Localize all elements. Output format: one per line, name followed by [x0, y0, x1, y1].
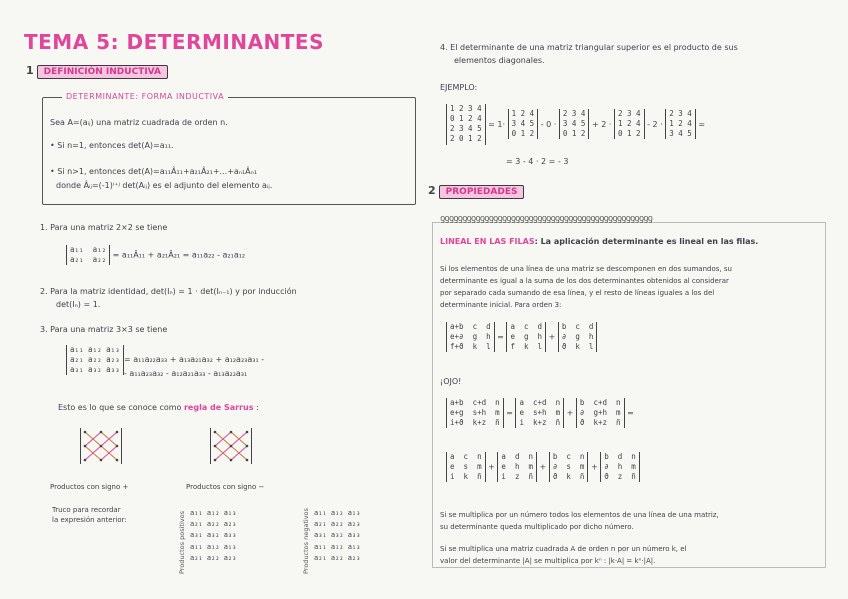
def-line-4: donde Âᵢⱼ=(-1)ⁱ⁺ʲ det(Aᵢⱼ) es el adjunto del elemento aᵢⱼ.: [56, 181, 273, 190]
point-3-eq1: = a₁₁a₂₂a₃₃ + a₁₃a₂₁a₃₂ + a₁₂a₂₃a₃₁ -: [124, 355, 265, 364]
factor-text-3: Si se multiplica una matriz cuadrada A de orden n por un número k, el: [440, 545, 687, 553]
page-title: TEMA 5: DETERMINANTES: [24, 30, 325, 54]
ojo-matrix-2: a c+d n e s+h m i k+z ñ: [515, 398, 564, 428]
ojo-example-1: a+b c+d n e+g s+h m i+ϑ k+z ñ = a c+d n e s+h m i k+z ñ + b c+d n ∂ g+h m ϑ k+z ñ =: [446, 398, 634, 428]
ojo-matrix-5: a d n e h m i z ñ: [497, 452, 537, 482]
trick-matrix-negative: a₁₁ a₁₂ a₁₃ a₂₁ a₂₂ a₂₃ a₃₁ a₃₂ a₃₃ a₁₁ a₁₂ a₁₃ a₂₁ a₂₂ a₂₃: [314, 509, 361, 562]
sarrus-negative-lines: [211, 428, 251, 464]
section-2-label: PROPIEDADES: [439, 185, 525, 199]
ojo-matrix-6: b c n ∂ s m ϑ k ñ: [549, 452, 589, 482]
linear-title: LINEAL EN LAS FILAS: [440, 237, 535, 246]
linear-matrix-3: b c d ∂ g h ϑ k l: [558, 322, 598, 352]
linear-matrix-1: a+b c d e+∂ g h f+ϑ k l: [446, 322, 495, 352]
def-line-1: Sea A=(aᵢⱼ) una matriz cuadrada de orden n.: [50, 118, 228, 127]
factor-text-2: su determinante queda multiplicado por dicho número.: [440, 523, 634, 531]
ojo-example-2: a c n e s m i k ñ + a d n e h m i z ñ + b c n ∂ s m ϑ k ñ + b d n ∂ h m ϑ z ñ: [446, 452, 640, 482]
ojo-matrix-4: a c n e s m i k ñ: [446, 452, 486, 482]
trick-line-1: Truco para recordar: [52, 506, 121, 514]
ojo-matrix-1: a+b c+d n e+g s+h m i+ϑ k+z ñ: [446, 398, 504, 428]
point-3-eq2: - a₁₁a₂₃a₃₂ - a₁₂a₂₁a₃₃ - a₁₃a₂₂a₃₁: [124, 369, 248, 378]
section-1-heading: 1 DEFINICIÓN INDUCTIVA: [26, 64, 168, 77]
point-4b: elementos diagonales.: [454, 56, 545, 65]
linear-text-2: determinante es igual a la suma de los dos determinantes obtenidos al considerar: [440, 277, 729, 285]
definition-box-label: DETERMINANTE: FORMA INDUCTIVA: [62, 92, 228, 101]
sarrus-line: Esto es lo que se conoce como regla de Sarrus :: [58, 403, 259, 412]
vertical-negative-label: Productos negativos: [302, 508, 310, 574]
ojo-matrix-7: b d n ∂ h m ϑ z ñ: [600, 452, 640, 482]
sarrus-positive-diagram: [80, 428, 122, 464]
example-minor-3: 2 3 4 1 2 4 0 1 2: [614, 109, 645, 139]
def-line-2: • Si n=1, entonces det(A)=a₁₁.: [50, 141, 174, 150]
example-label: EJEMPLO:: [440, 83, 478, 92]
linear-text-3: por separado cada sumando de esa línea, y el resto de líneas iguales a los del: [440, 289, 715, 297]
linear-matrix-2: a c d e g h f k l: [506, 322, 546, 352]
sarrus-positive-lines: [81, 428, 121, 464]
products-negative-label: Productos con signo −: [186, 483, 265, 491]
point-3: 3. Para una matriz 3×3 se tiene: [40, 325, 168, 334]
point-2b: det(Iₙ) = 1.: [56, 300, 101, 309]
point-1-formula: [66, 245, 245, 265]
linear-heading: LINEAL EN LAS FILAS: La aplicación determinante es lineal en las filas.: [440, 237, 759, 246]
section-2-heading: 2 PROPIEDADES: [428, 184, 524, 197]
factor-text-4: valor del determinante |A| se multiplica por kⁿ : |k·A| = kⁿ·|A|.: [440, 557, 656, 565]
spiral-binding: ƍƍƍƍƍƍƍƍƍƍƍƍƍƍƍƍƍƍƍƍƍƍƍƍƍƍƍƍƍƍƍƍƍƍƍƍƍƍƍƍƍƍƍƍƍƍƍƍ: [440, 214, 653, 224]
linear-text-4: determinante inicial. Para orden 3:: [440, 301, 562, 309]
trick-line-2: la expresión anterior:: [52, 516, 127, 524]
ojo-label: ¡OJO!: [440, 377, 462, 386]
point-3-formula: [66, 345, 124, 375]
factor-text-1: Si se multiplica por un número todos los elementos de una línea de una matriz,: [440, 511, 719, 519]
example-minor-4: 2 3 4 1 2 4 3 4 5: [665, 109, 696, 139]
linear-text-1: Si los elementos de una línea de una matriz se descomponen en dos sumandos, su: [440, 265, 732, 273]
vertical-positive-label: Productos positivos: [178, 511, 186, 574]
sarrus-negative-diagram: [210, 428, 252, 464]
example-formula: 1 2 3 4 0 1 2 4 2 3 4 5 2 0 1 2 = 1· 1 2 4 3 4 5 0 1 2 - 0 · 2 3 4 3 4 5 0 1 2 + 2 · 2 3 4 1 2 4 0 1 2 - 2 · 2 3 4 1 2 4 3 4 5 =: [446, 104, 705, 145]
point-4: 4. El determinante de una matriz triangular superior es el producto de sus: [440, 43, 738, 52]
example-minor-2: 2 3 4 3 4 5 0 1 2: [559, 109, 590, 139]
point-2: 2. Para la matriz identidad, det(Iₙ) = 1 · det(Iₙ₋₁) y por inducción: [40, 287, 297, 296]
def-line-3: • Si n>1, entonces det(A)=a₁₁Â₁₁+a₂₁Â₂₁+...+aₙ₁Âₙ₁: [50, 167, 258, 176]
example-result: = 3 - 4 · 2 = - 3: [506, 157, 569, 166]
point-1: 1. Para una matriz 2×2 se tiene: [40, 223, 168, 232]
example-minor-1: 1 2 4 3 4 5 0 1 2: [508, 109, 539, 139]
matrix-2x2: a₁₁ a₁₂ a₂₁ a₂₂: [66, 245, 110, 265]
trick-matrix-positive: a₁₁ a₁₂ a₁₃ a₂₁ a₂₂ a₂₃ a₃₁ a₃₂ a₃₃ a₁₁ a₁₂ a₁₃ a₂₁ a₂₂ a₂₃: [190, 509, 237, 562]
example-matrix-4x4: 1 2 3 4 0 1 2 4 2 3 4 5 2 0 1 2: [446, 104, 486, 145]
ojo-matrix-3: b c+d n ∂ g+h m ϑ k+z ñ: [576, 398, 625, 428]
sarrus-rule: regla de Sarrus: [183, 403, 254, 412]
products-positive-label: Productos con signo +: [50, 483, 129, 491]
point-1-equation: = a₁₁Â₁₁ + a₂₁Â₂₁ = a₁₁a₂₂ - a₂₁a₁₂: [112, 250, 246, 260]
matrix-3x3: a₁₁ a₁₂ a₁₃ a₂₁ a₂₂ a₂₃ a₃₁ a₃₂ a₃₃: [66, 345, 124, 375]
linear-example: a+b c d e+∂ g h f+ϑ k l = a c d e g h f k l + b c d ∂ g h ϑ k l: [446, 322, 597, 352]
section-1-label: DEFINICIÓN INDUCTIVA: [37, 65, 168, 79]
